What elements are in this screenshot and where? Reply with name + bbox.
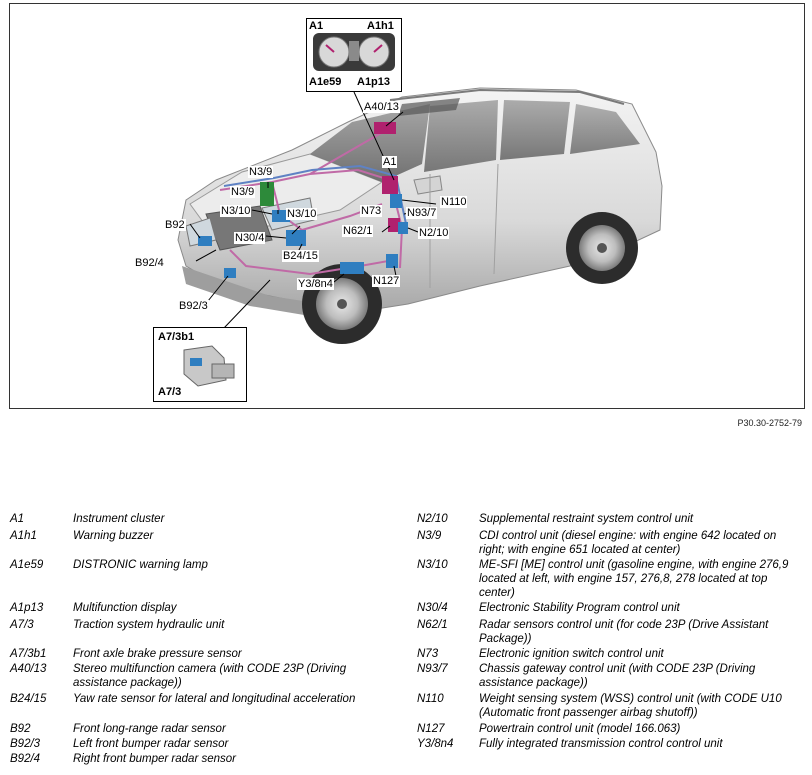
legend-code: A7/3 [10,619,34,631]
legend-desc: Instrument cluster [73,513,165,525]
legend-desc: Yaw rate sensor for lateral and longitudinal acceleration [73,693,356,705]
component-n30-4 [286,230,306,246]
callout-n3-10-right: N3/10 [287,208,317,220]
component-b92-3 [224,268,236,278]
component-a1 [382,176,398,194]
legend-desc: Front long-range radar sensor [73,723,226,735]
legend-code: B92/3 [10,738,41,750]
legend-desc: Fully integrated transmission control control unit [479,738,723,750]
legend-desc: Weight sensing system (WSS) control unit (with CODE U10 (Automatic front passenger airbag shutoff)) [479,693,782,719]
legend-desc: DISTRONIC warning lamp [73,559,208,571]
callout-b24-15: B24/15 [283,250,318,262]
legend-desc: Multifunction display [73,602,177,614]
callout-n93-7: N93/7 [407,207,437,219]
legend-code: N73 [417,648,439,660]
legend-code: A7/3b1 [10,648,47,660]
component-n127 [386,254,398,268]
component-b24-15 [340,262,364,274]
legend-code: N127 [417,723,445,735]
callout-n30-4: N30/4 [235,232,265,244]
legend-code: N3/9 [417,530,442,542]
legend-code: B92/4 [10,753,41,765]
legend-code: B92 [10,723,31,735]
inset-label-a1e59: A1e59 [309,76,342,88]
vehicle-illustration [10,4,804,408]
callout-n3-9-top: N3/9 [249,166,273,178]
inset-label-a1: A1 [309,20,324,32]
side-window-rear [500,100,570,160]
callout-n110: N110 [441,196,467,208]
inset-label-a7-3: A7/3 [158,386,182,398]
legend-code: N3/10 [417,559,448,571]
legend-desc: Radar sensors control unit (for code 23P (Drive Assistant Package)) [479,619,769,645]
inset-label-a1p13: A1p13 [357,76,391,88]
callout-b92-4: B92/4 [135,257,164,269]
legend-code: N93/7 [417,663,448,675]
callout-n127: N127 [373,275,400,287]
inset-hydraulic-unit [153,327,247,402]
legend-desc: Traction system hydraulic unit [73,619,225,631]
legend-desc: Stereo multifunction camera (with CODE 23P (Driving assistance package)) [73,663,347,689]
legend-code: N30/4 [417,602,448,614]
legend-desc: ME-SFI [ME] control unit (gasoline engine, with engine 276,9 located at left, with engine 157, 276,8, 278 located at top center) [479,559,789,599]
callout-n3-9: N3/9 [231,186,255,198]
legend-desc: CDI control unit (diesel engine: with engine 642 located on right; with engine 651 located at center) [479,530,777,556]
legend-code: A1h1 [10,530,37,542]
callout-n62-1: N62/1 [343,225,373,237]
figure-reference: P30.30-2752-79 [737,418,802,428]
legend-code: A1p13 [10,602,44,614]
legend-code: A1 [10,513,25,525]
callout-b92: B92 [165,219,185,231]
legend-desc: Powertrain control unit (model 166.063) [479,723,681,735]
inset-instrument-cluster [306,18,402,92]
callout-a1: A1 [383,156,397,168]
legend-desc: Electronic ignition switch control unit [479,648,664,660]
legend-desc: Chassis gateway control unit (with CODE 23P (Driving assistance package)) [479,663,756,689]
legend-code: N2/10 [417,513,448,525]
component-n3-9 [260,182,274,206]
legend-desc: Warning buzzer [73,530,154,542]
component-n73 [390,194,402,208]
callout-b92-3: B92/3 [179,300,208,312]
component-a40-13 [374,122,396,134]
callout-n3-10-left: N3/10 [221,205,251,217]
legend-desc: Supplemental restraint system control unit [479,513,694,525]
legend-desc: Left front bumper radar sensor [73,738,229,750]
legend-desc: Right front bumper radar sensor [73,753,236,765]
callout-n73: N73 [361,205,382,217]
legend-desc: Front axle brake pressure sensor [73,648,242,660]
vehicle-diagram [9,3,805,409]
inset-label-a7-3b1: A7/3b1 [158,331,195,343]
legend-code: B24/15 [10,693,47,705]
callout-y3-8n4: Y3/8n4 [298,278,333,290]
legend-code: A40/13 [10,663,47,675]
legend-code: Y3/8n4 [417,738,454,750]
legend-code: A1e59 [10,559,44,571]
callout-n2-10: N2/10 [419,227,449,239]
component-n2-10 [398,222,408,234]
legend-code: N110 [417,693,444,705]
legend-desc: Electronic Stability Program control unit [479,602,680,614]
legend-code: N62/1 [417,619,448,631]
callout-a40-13: A40/13 [364,101,399,113]
inset-label-a1h1: A1h1 [367,20,394,32]
